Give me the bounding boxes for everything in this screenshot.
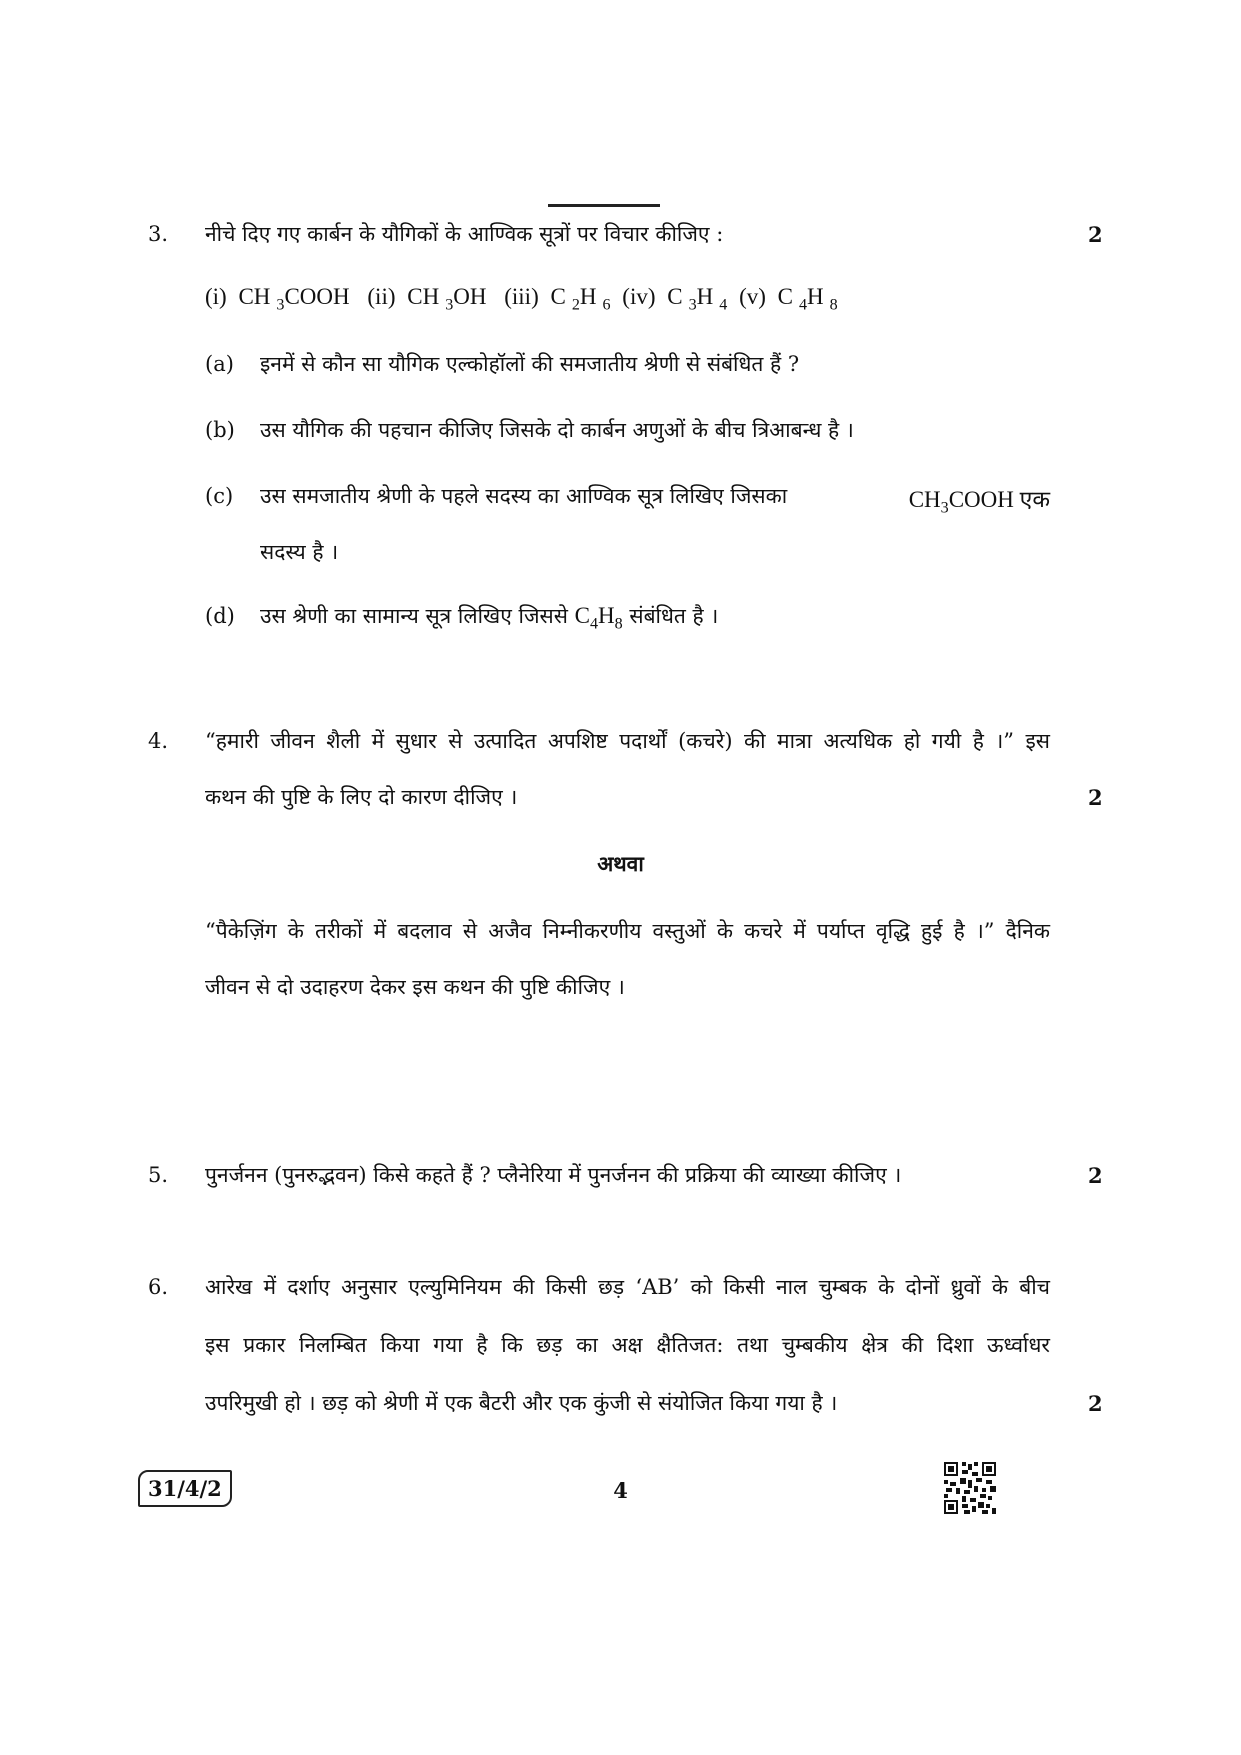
or-heading: अथवा [597, 851, 644, 876]
q3d-formula: $C_4H_8$ [574, 603, 623, 633]
q5-number: 5. [148, 1163, 169, 1187]
q4-line1: “हमारी जीवन शैली में सुधार से उत्पादित अपशिष्ट पदार्थों (कचरे) की मात्रा अत्यधिक हो गयी है ।” इस [205, 729, 1050, 753]
paper-code: 31/4/2 [138, 1470, 232, 1507]
q3b-label: (b) [205, 418, 235, 442]
q4-number: 4. [148, 729, 169, 753]
q6-number: 6. [148, 1275, 169, 1299]
q3c-text-part1: उस समजातीय श्रेणी के पहले सदस्य का आण्विक सूत्र लिखिए जिसका [260, 484, 788, 508]
q3a-label: (a) [205, 352, 234, 376]
q3b-text: उस यौगिक की पहचान कीजिए जिसके दो कार्बन अणुओं के बीच त्रिआबन्ध है । [260, 418, 854, 442]
q4-alt-line2: जीवन से दो उदाहरण देकर इस कथन की पुष्टि कीजिए । [205, 975, 625, 999]
q5-text: पुनर्जनन (पुनरुद्भवन) किसे कहते हैं ? प्लैनेरिया में पुनर्जनन की प्रक्रिया की व्याख्या कीजिए । [205, 1163, 902, 1187]
formula-i: (i) CH $_3$COOH [205, 284, 350, 314]
q4-alt-line1: “पैकेज़िंग के तरीकों में बदलाव से अजैव निम्नीकरणीय वस्तुओं के कचरे में पर्याप्त वृद्धि हुई है ।” दैनिक [205, 919, 1050, 943]
q4-line2: कथन की पुष्टि के लिए दो कारण दीजिए । [205, 785, 518, 809]
q3c-line1 [260, 482, 1050, 518]
q3c-line2: सदस्य है । [260, 540, 339, 564]
q3c-formula: $CH_3COOH$ एक [908, 487, 1050, 517]
q3d-text: उस श्रेणी का सामान्य सूत्र लिखिए जिससे $C_4H_8$ संबंधित है । [260, 603, 719, 633]
top-rule [548, 204, 660, 207]
formula-v: (v) C $_4$H $_8$ [739, 284, 838, 314]
q6-line3: उपरिमुखी हो । छड़ को श्रेणी में एक बैटरी और एक कुंजी से संयोजित किया गया है । [205, 1391, 838, 1415]
formula-iii: (iii) C $_2$H $_6$ [504, 284, 611, 314]
page-number: 4 [613, 1478, 628, 1503]
q3d-label: (d) [205, 604, 235, 628]
qr-code-icon [944, 1462, 996, 1514]
q3-text: नीचे दिए गए कार्बन के यौगिकों के आण्विक सूत्रों पर विचार कीजिए : [205, 222, 724, 246]
q4-marks: 2 [1088, 785, 1103, 810]
q3-marks: 2 [1088, 222, 1103, 247]
q3-formula-list [205, 284, 844, 315]
q3c-label: (c) [205, 484, 234, 508]
q3a-text: इनमें से कौन सा यौगिक एल्कोहॉलों की समजातीय श्रेणी से संबंधित हैं ? [260, 352, 800, 376]
q3-number: 3. [148, 222, 169, 246]
q6-line1: आरेख में दर्शाए अनुसार एल्युमिनियम की किसी छड़ ‘AB’ को किसी नाल चुम्बक के दोनों ध्रुवों के बीच [205, 1275, 1050, 1299]
q5-marks: 2 [1088, 1163, 1103, 1188]
q6-marks: 2 [1088, 1391, 1103, 1416]
q6-line2: इस प्रकार निलम्बित किया गया है कि छड़ का अक्ष क्षैतिजत: तथा चुम्बकीय क्षेत्र की दिशा ऊर्ध्वाधर [205, 1333, 1050, 1357]
formula-iv: (iv) C $_3$H $_4$ [622, 284, 728, 314]
formula-ii: (ii) CH $_3$OH [367, 284, 487, 314]
